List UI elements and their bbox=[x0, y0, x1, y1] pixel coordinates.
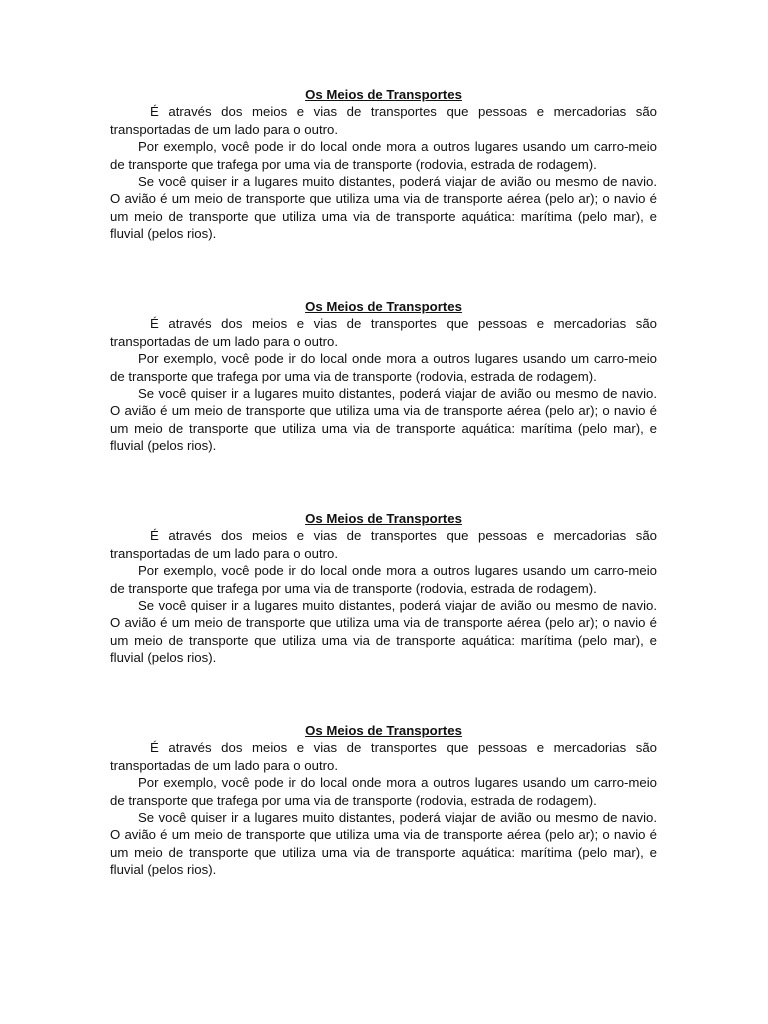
section-title: Os Meios de Transportes bbox=[305, 511, 462, 526]
text-section bbox=[110, 722, 657, 934]
paragraph-travel: Se você quiser ir a lugares muito distantes, poderá viajar de avião ou mesmo de navio. O avião é um meio de transporte que utiliza uma via de transporte aérea (pelo ar); o navio é um meio de transporte que utiliza uma via de transporte aquática: marítima (pelo mar), e fluvial (pelos rios). bbox=[110, 386, 657, 454]
section-title: Os Meios de Transportes bbox=[305, 87, 462, 102]
paragraph-example: Por exemplo, você pode ir do local onde mora a outros lugares usando um carro-meio de transporte que trafega por uma via de transporte (rodovia, estrada de rodagem). bbox=[110, 139, 657, 172]
paragraph-intro: É através dos meios e vias de transportes que pessoas e mercadorias são transportadas de um lado para o outro. bbox=[110, 104, 657, 137]
paragraph-travel: Se você quiser ir a lugares muito distantes, poderá viajar de avião ou mesmo de navio. O avião é um meio de transporte que utiliza uma via de transporte aérea (pelo ar); o navio é um meio de transporte que utiliza uma via de transporte aquática: marítima (pelo mar), e fluvial (pelos rios). bbox=[110, 598, 657, 666]
document-page bbox=[110, 86, 657, 934]
paragraph-travel: Se você quiser ir a lugares muito distantes, poderá viajar de avião ou mesmo de navio. O avião é um meio de transporte que utiliza uma via de transporte aérea (pelo ar); o navio é um meio de transporte que utiliza uma via de transporte aquática: marítima (pelo mar), e fluvial (pelos rios). bbox=[110, 174, 657, 242]
section-title: Os Meios de Transportes bbox=[305, 299, 462, 314]
paragraph-example: Por exemplo, você pode ir do local onde mora a outros lugares usando um carro-meio de transporte que trafega por uma via de transporte (rodovia, estrada de rodagem). bbox=[110, 351, 657, 384]
paragraph-intro: É através dos meios e vias de transportes que pessoas e mercadorias são transportadas de um lado para o outro. bbox=[110, 740, 657, 773]
paragraph-intro: É através dos meios e vias de transportes que pessoas e mercadorias são transportadas de um lado para o outro. bbox=[110, 316, 657, 349]
section-title: Os Meios de Transportes bbox=[305, 723, 462, 738]
text-section bbox=[110, 510, 657, 722]
text-section bbox=[110, 298, 657, 510]
paragraph-example: Por exemplo, você pode ir do local onde mora a outros lugares usando um carro-meio de transporte que trafega por uma via de transporte (rodovia, estrada de rodagem). bbox=[110, 775, 657, 808]
paragraph-intro: É através dos meios e vias de transportes que pessoas e mercadorias são transportadas de um lado para o outro. bbox=[110, 528, 657, 561]
text-section bbox=[110, 86, 657, 298]
paragraph-example: Por exemplo, você pode ir do local onde mora a outros lugares usando um carro-meio de transporte que trafega por uma via de transporte (rodovia, estrada de rodagem). bbox=[110, 563, 657, 596]
paragraph-travel: Se você quiser ir a lugares muito distantes, poderá viajar de avião ou mesmo de navio. O avião é um meio de transporte que utiliza uma via de transporte aérea (pelo ar); o navio é um meio de transporte que utiliza uma via de transporte aquática: marítima (pelo mar), e fluvial (pelos rios). bbox=[110, 810, 657, 878]
